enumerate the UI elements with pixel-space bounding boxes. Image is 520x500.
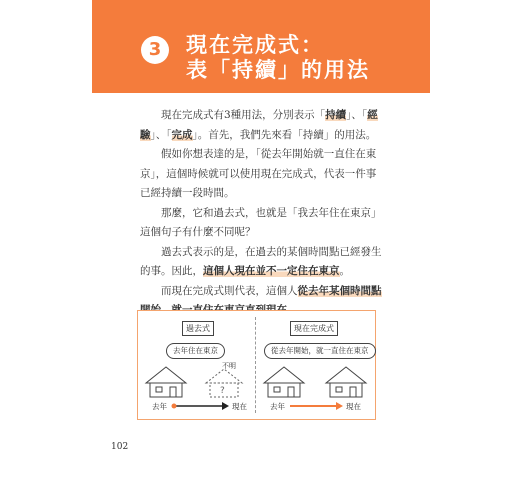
highlighted-text: 從去年某個時間點 bbox=[140, 285, 382, 317]
text-run: 。 bbox=[339, 265, 350, 277]
text-run: 過去式表示的是，在過去的某個時間點已經發生的事。因此， bbox=[140, 245, 382, 277]
house-icon bbox=[146, 367, 186, 397]
paragraph bbox=[140, 243, 382, 282]
highlighted-text: 經驗 bbox=[140, 109, 378, 141]
past-tense-label: 過去式 bbox=[182, 321, 214, 336]
highlighted-text: 持續 bbox=[325, 109, 347, 121]
star-marker-icon bbox=[172, 404, 177, 409]
highlighted-text: 完成 bbox=[171, 128, 193, 141]
page-number: 102 bbox=[111, 442, 129, 452]
text-run: 」。首先，我們先來看「持續」的用法。 bbox=[192, 128, 377, 141]
timeline-start-label: 去年 bbox=[270, 402, 285, 411]
figure-drawings bbox=[138, 311, 375, 419]
timeline-end-label: 現在 bbox=[232, 402, 247, 411]
past-tense-speech-bubble: 去年住在東京 bbox=[166, 343, 225, 359]
unknown-label: 不明 bbox=[222, 362, 236, 370]
text-run: 而現在完成式則代表，這個人 bbox=[161, 284, 298, 297]
text-run: 那麼，它和過去式，也就是「我去年住在東京」這個句子有什麼不同呢？ bbox=[140, 206, 382, 238]
section-number-badge: 3 bbox=[141, 36, 169, 64]
present-perfect-label: 現在完成式 bbox=[290, 321, 338, 336]
text-run: 」、「 bbox=[150, 128, 172, 141]
page-title-line1: 現在完成式： bbox=[186, 33, 324, 57]
text-run: 」、「 bbox=[346, 109, 368, 121]
text-run: 現在完成式有3種用法，分別表示「 bbox=[161, 109, 326, 121]
body-text bbox=[140, 106, 382, 321]
timeline-end-label: 現在 bbox=[346, 402, 361, 411]
house-icon bbox=[264, 367, 304, 397]
timeline-start-label: 去年 bbox=[152, 402, 167, 411]
house-icon bbox=[326, 367, 366, 397]
text-run: 假如你想表達的是，「從去年開始就一直住在東京」，這個時候就可以使用現在完成式，代表一件事已經持續一段時間。 bbox=[140, 148, 377, 199]
tense-comparison-figure bbox=[137, 310, 376, 420]
svg-text:?: ? bbox=[220, 386, 225, 396]
paragraph bbox=[140, 145, 382, 204]
present-perfect-speech-bubble: 從去年開始，就一直住在東京 bbox=[264, 343, 376, 359]
page-title-line2: 表「持續」的用法 bbox=[186, 58, 370, 82]
highlighted-text: 這個人現在並不一定住在東京 bbox=[203, 265, 340, 277]
paragraph bbox=[140, 106, 382, 145]
paragraph bbox=[140, 204, 382, 243]
uncertain-house-icon bbox=[206, 369, 242, 397]
